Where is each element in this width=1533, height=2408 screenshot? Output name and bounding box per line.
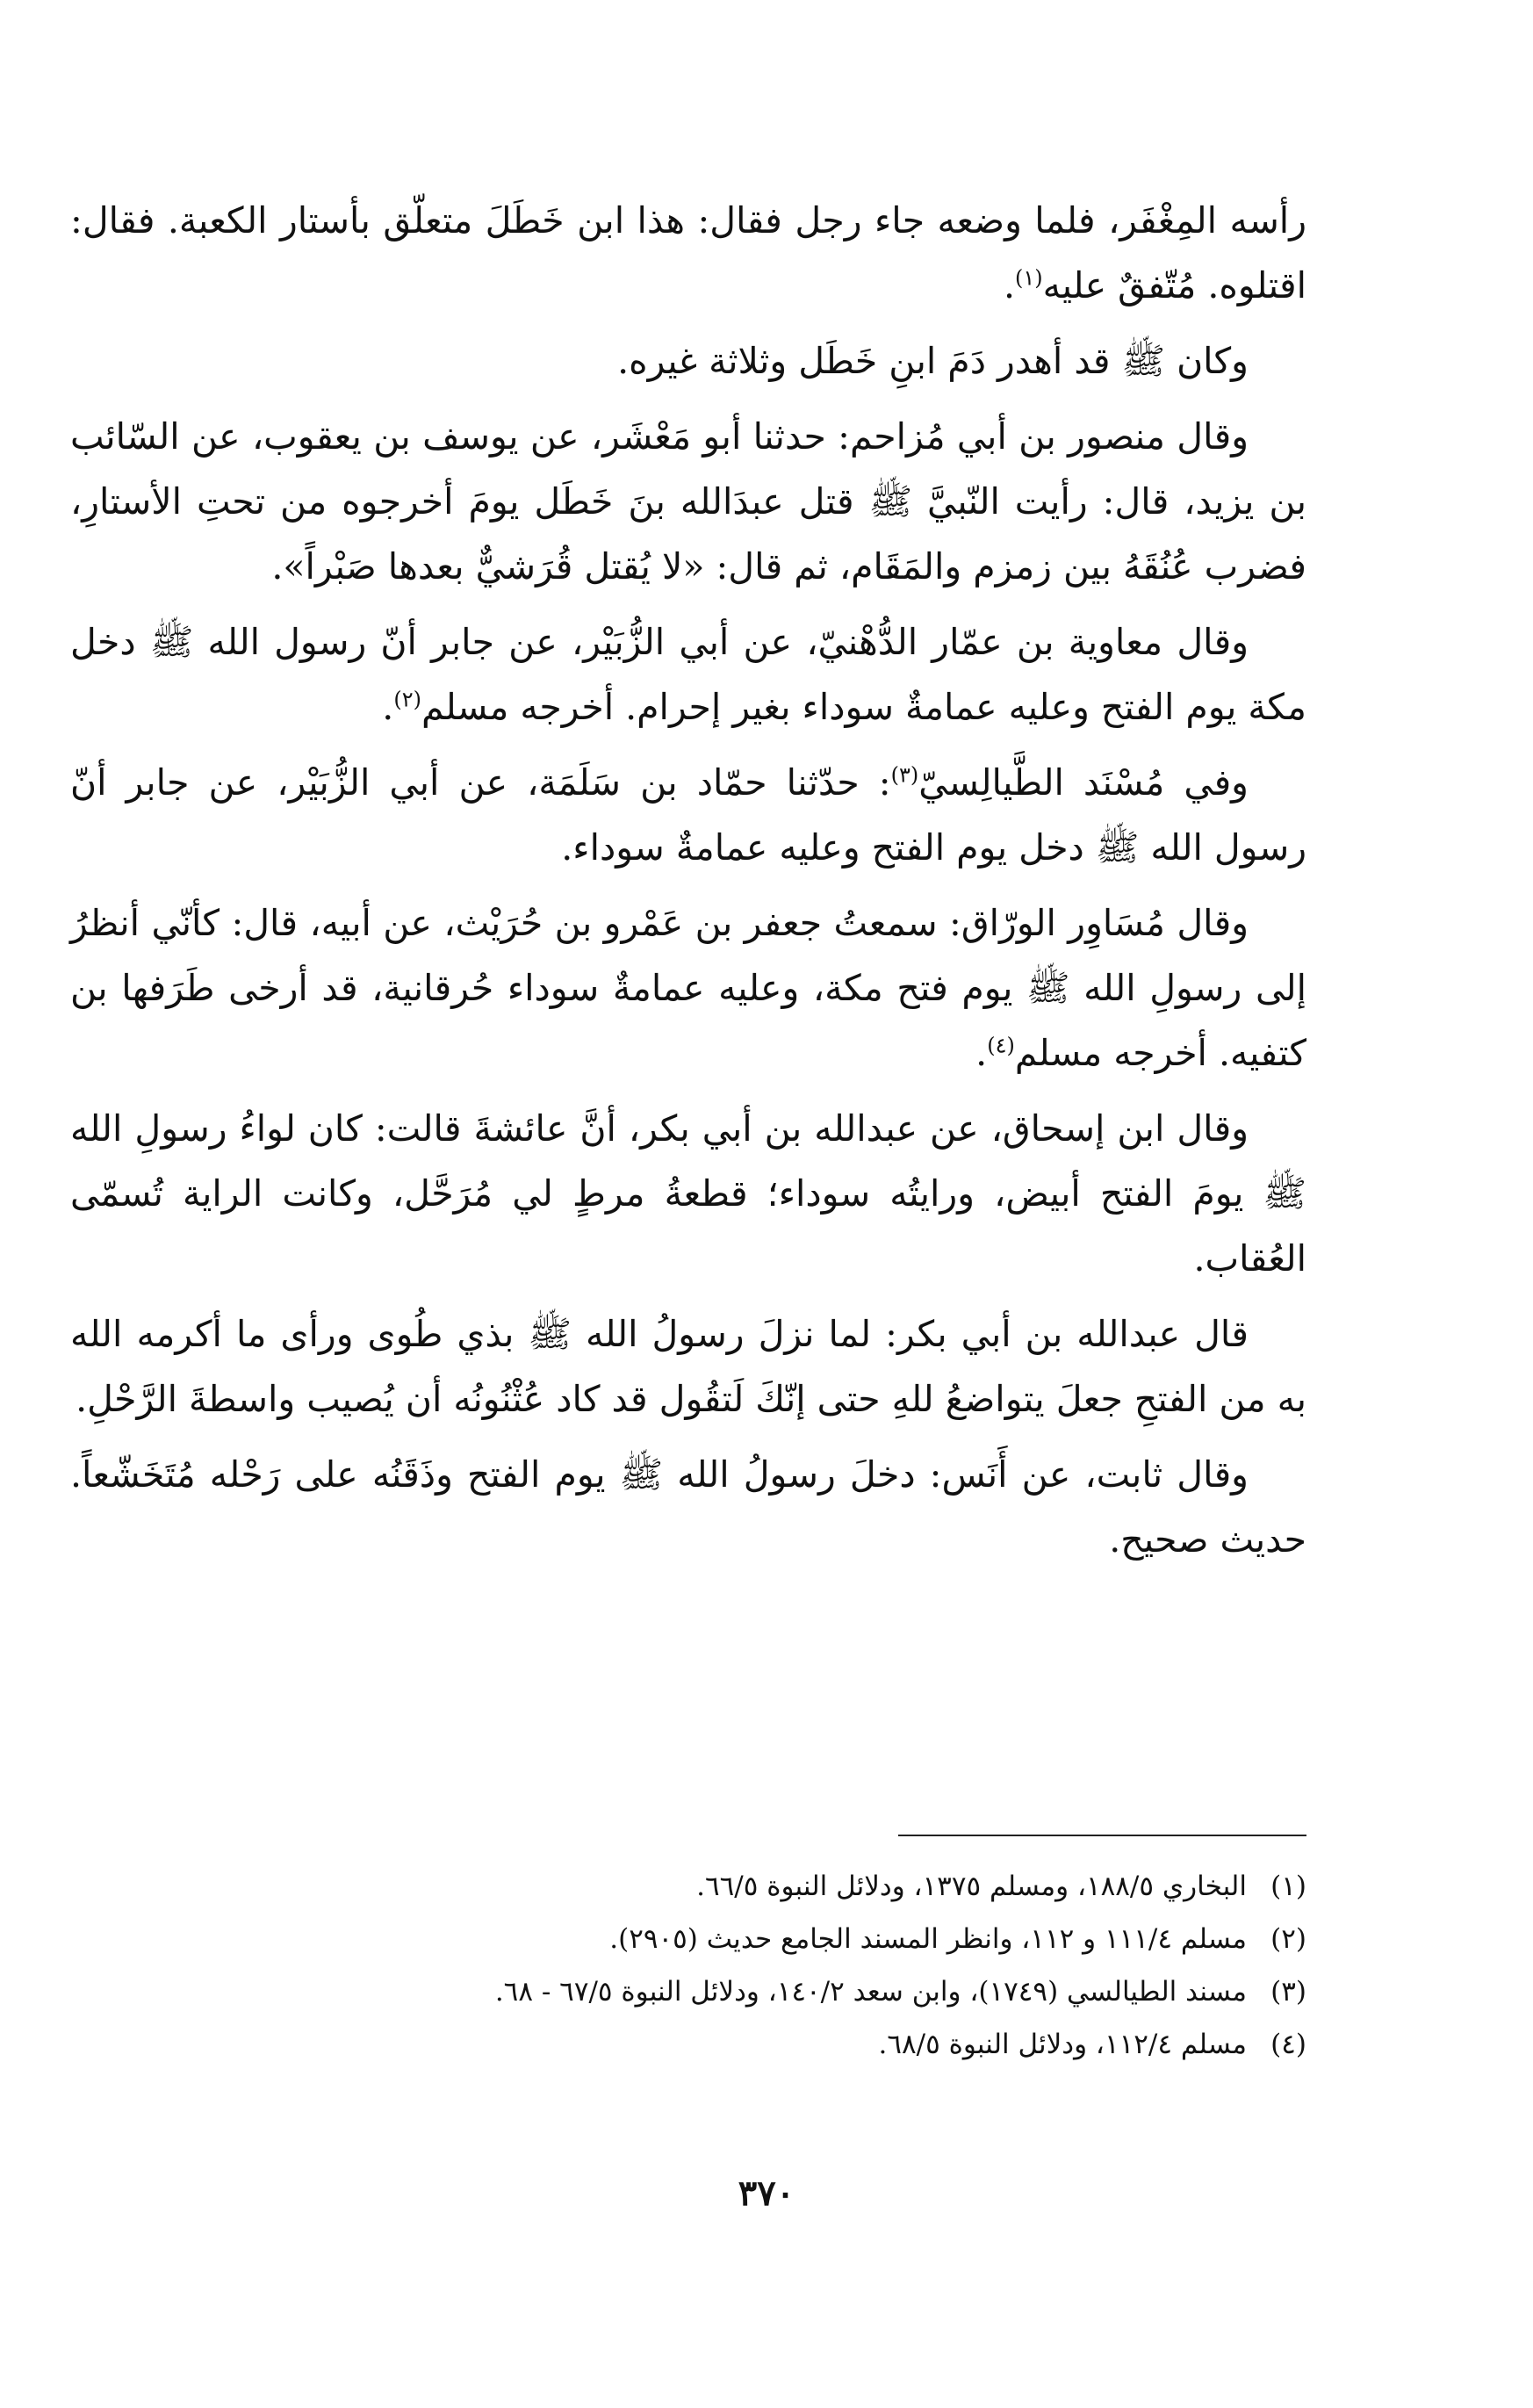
paragraph-5-text: وفي مُسْنَد الطَّيالِسيّ xyxy=(918,761,1249,804)
page-number: ٣٧٠ xyxy=(738,2173,795,2214)
paragraph-5 xyxy=(70,750,1306,880)
paragraph-5-tail: : حدّثنا حمّاد بن سَلَمَة، عن أبي الزُّبَيْر، عن جابر أنّ رسول الله ﷺ دخل يوم الفتح وعليه عمامةٌ سوداء. xyxy=(70,761,1306,869)
footnote-number: (٢) xyxy=(1270,1923,1306,1955)
paragraph-1-text: رأسه المِغْفَر، فلما وضعه جاء رجل فقال: هذا ابن خَطَلَ متعلّق بأستار الكعبة. فقال: اقتلوه. مُتّفقٌ عليه xyxy=(70,199,1306,306)
paragraph-4-text: وقال معاوية بن عمّار الدُّهْنيّ، عن أبي الزُّبَيْر، عن جابر أنّ رسول الله ﷺ دخل مكة يوم الفتح وعليه عمامةٌ سوداء بغير إحرام. أخرجه مسلم xyxy=(70,621,1306,728)
footnote-text: البخاري ١٨٨/٥، ومسلم ١٣٧٥، ودلائل النبوة ٦٦/٥. xyxy=(696,1871,1247,1902)
paragraph-2-text: وكان ﷺ قد أهدر دَمَ ابنِ خَطَل وثلاثة غيره. xyxy=(617,340,1249,382)
paragraph-6-tail: . xyxy=(975,1032,988,1074)
paragraph-7 xyxy=(70,1096,1306,1291)
footnote-number: (١) xyxy=(1270,1871,1306,1902)
paragraph-8 xyxy=(70,1301,1306,1431)
paragraph-1-tail: . xyxy=(1003,264,1015,306)
body-text xyxy=(70,188,1306,1583)
footnote-number: (٤) xyxy=(1270,2029,1306,2060)
footnote-separator xyxy=(898,1835,1306,1836)
footnote-text: مسلم ١١١/٤ و ١١٢، وانظر المسند الجامع حديث (٢٩٠٥). xyxy=(609,1923,1247,1955)
paragraph-4 xyxy=(70,609,1306,739)
paragraph-1 xyxy=(70,188,1306,318)
paragraph-4-tail: . xyxy=(382,686,394,728)
footnote-2 xyxy=(439,1913,1306,1965)
footnote-ref-3: (٣) xyxy=(890,762,919,788)
paragraph-3-text: وقال منصور بن أبي مُزاحم: حدثنا أبو مَعْشَر، عن يوسف بن يعقوب، عن السّائب بن يزيد، قال: رأيت النّبيَّ ﷺ قتل عبدَالله بنَ خَطَل يومَ أخرجوه من تحتِ الأستارِ، فضرب عُنُقَهُ بين زمزم والمَقَام، ثم قال: «لا يُقتل قُرَشيٌّ بعدها صَبْراً». xyxy=(70,415,1306,588)
paragraph-3 xyxy=(70,404,1306,599)
footnotes xyxy=(439,1860,1306,2071)
footnote-ref-2: (٢) xyxy=(393,687,421,712)
paragraph-6-text: وقال مُسَاوِر الورّاق: سمعتُ جعفر بن عَمْرو بن حُرَيْث، عن أبيه، قال: كأنّي أنظرُ إلى رسولِ الله ﷺ يوم فتح مكة، وعليه عمامةٌ سوداء حُرقانية، قد أرخى طَرَفها بن كتفيه. أخرجه مسلم xyxy=(70,902,1306,1074)
paragraph-9-text: وقال ثابت، عن أَنَس: دخلَ رسولُ الله ﷺ يوم الفتح وذَقَنُه على رَحْله مُتَخَشّعاً. حديث صحيح. xyxy=(70,1453,1306,1561)
footnote-text: مسند الطيالسي (١٧٤٩)، وابن سعد ١٤٠/٢، ودلائل النبوة ٦٧/٥ - ٦٨. xyxy=(494,1976,1247,2008)
footnote-ref-1: (١) xyxy=(1015,265,1043,291)
paragraph-8-text: قال عبدالله بن أبي بكر: لما نزلَ رسولُ الله ﷺ بذي طُوى ورأى ما أكرمه الله به من الفتحِ جعلَ يتواضعُ للهِ حتى إنّكَ لَتقُول قد كاد عُثْنُونُه أن يُصيب واسطةَ الرَّحْلِ. xyxy=(70,1313,1306,1420)
paragraph-9 xyxy=(70,1442,1306,1572)
footnote-3 xyxy=(439,1965,1306,2018)
footnote-4 xyxy=(439,2018,1306,2071)
footnote-ref-4: (٤) xyxy=(987,1033,1015,1058)
footnote-number: (٣) xyxy=(1270,1976,1306,2008)
paragraph-7-text: وقال ابن إسحاق، عن عبدالله بن أبي بكر، أنَّ عائشةَ قالت: كان لواءُ رسولِ الله ﷺ يومَ الفتح أبيض، ورايتُه سوداء؛ قطعةُ مرطٍ لي مُرَحَّل، وكانت الراية تُسمّى العُقاب. xyxy=(70,1107,1306,1280)
footnote-text: مسلم ١١٢/٤، ودلائل النبوة ٦٨/٥. xyxy=(878,2029,1247,2060)
footnote-1 xyxy=(439,1860,1306,1913)
paragraph-6 xyxy=(70,890,1306,1085)
paragraph-2 xyxy=(70,328,1306,393)
